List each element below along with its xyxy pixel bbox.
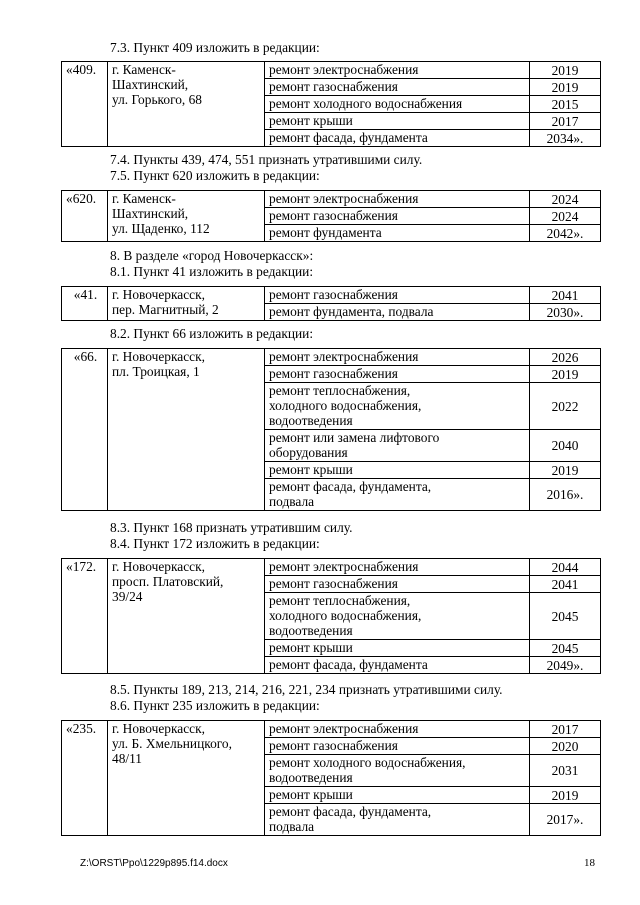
paragraph-8: 8. В разделе «город Новочеркасск»: — [110, 248, 314, 263]
item-number: «620. — [62, 191, 108, 242]
year-cell: 2041 — [530, 576, 601, 593]
year-cell: 2019 — [530, 787, 601, 804]
paragraph-8-6: 8.6. Пункт 235 изложить в редакции: — [110, 698, 320, 713]
year-cell: 2019 — [530, 366, 601, 383]
year-cell: 2019 — [530, 62, 601, 79]
item-number: «235. — [62, 721, 108, 836]
work-cell: ремонт электроснабжения — [265, 721, 530, 738]
work-cell: ремонт фасада, фундамента — [265, 130, 530, 147]
table-item-620 — [61, 190, 601, 242]
year-cell: 2024 — [530, 208, 601, 225]
work-cell: ремонт холодного водоснабжения, водоотведения — [265, 755, 530, 787]
work-cell: ремонт электроснабжения — [265, 349, 530, 366]
year-cell: 2044 — [530, 559, 601, 576]
work-cell: ремонт фундамента, подвала — [265, 304, 530, 321]
year-cell: 2041 — [530, 287, 601, 304]
table-item-66 — [61, 348, 601, 511]
item-number: «172. — [62, 559, 108, 674]
work-cell: ремонт теплоснабжения, холодного водоснабжения, водоотведения — [265, 383, 530, 430]
work-cell: ремонт фундамента — [265, 225, 530, 242]
work-cell: ремонт крыши — [265, 462, 530, 479]
year-cell: 2030». — [530, 304, 601, 321]
table-item-41 — [61, 286, 601, 321]
work-cell: ремонт крыши — [265, 640, 530, 657]
item-address: г. Новочеркасск, пер. Магнитный, 2 — [108, 287, 265, 321]
paragraph-7-5: 7.5. Пункт 620 изложить в редакции: — [110, 168, 320, 183]
work-cell: ремонт газоснабжения — [265, 576, 530, 593]
year-cell: 2034». — [530, 130, 601, 147]
year-cell: 2022 — [530, 383, 601, 430]
year-cell: 2017 — [530, 721, 601, 738]
year-cell: 2042». — [530, 225, 601, 242]
work-cell: ремонт фасада, фундамента — [265, 657, 530, 674]
work-cell: ремонт теплоснабжения, холодного водоснабжения, водоотведения — [265, 593, 530, 640]
table-item-409 — [61, 61, 601, 147]
item-address: г. Каменск- Шахтинский, ул. Горького, 68 — [108, 62, 265, 147]
work-cell: ремонт газоснабжения — [265, 366, 530, 383]
work-cell: ремонт электроснабжения — [265, 559, 530, 576]
work-cell: ремонт крыши — [265, 787, 530, 804]
paragraph-7-3: 7.3. Пункт 409 изложить в редакции: — [110, 40, 320, 55]
item-number: «66. — [62, 349, 108, 511]
footer-file-path: Z:\ORST\Ppo\1229p895.f14.docx — [80, 858, 228, 869]
work-cell: ремонт крыши — [265, 113, 530, 130]
year-cell: 2045 — [530, 640, 601, 657]
year-cell: 2040 — [530, 430, 601, 462]
item-address: г. Новочеркасск, пл. Троицкая, 1 — [108, 349, 265, 511]
table-item-172 — [61, 558, 601, 674]
work-cell: ремонт газоснабжения — [265, 208, 530, 225]
paragraph-8-1: 8.1. Пункт 41 изложить в редакции: — [110, 264, 314, 279]
year-cell: 2045 — [530, 593, 601, 640]
work-cell: ремонт холодного водоснабжения — [265, 96, 530, 113]
paragraph-8-2: 8.2. Пункт 66 изложить в редакции: — [110, 326, 314, 341]
work-cell: ремонт фасада, фундамента, подвала — [265, 479, 530, 511]
year-cell: 2049». — [530, 657, 601, 674]
work-cell: ремонт фасада, фундамента, подвала — [265, 804, 530, 836]
year-cell: 2031 — [530, 755, 601, 787]
paragraph-8-4: 8.4. Пункт 172 изложить в редакции: — [110, 536, 320, 551]
year-cell: 2017 — [530, 113, 601, 130]
work-cell: ремонт электроснабжения — [265, 62, 530, 79]
work-cell: ремонт газоснабжения — [265, 287, 530, 304]
item-address: г. Каменск- Шахтинский, ул. Щаденко, 112 — [108, 191, 265, 242]
table-item-235 — [61, 720, 601, 836]
paragraph-7-4: 7.4. Пункты 439, 474, 551 признать утратившими силу. — [110, 152, 423, 167]
year-cell: 2019 — [530, 79, 601, 96]
paragraph-8-5: 8.5. Пункты 189, 213, 214, 216, 221, 234 признать утратившими силу. — [110, 682, 503, 697]
item-number: «41. — [62, 287, 108, 321]
work-cell: ремонт газоснабжения — [265, 738, 530, 755]
page-number: 18 — [584, 857, 595, 869]
item-address: г. Новочеркасск, ул. Б. Хмельницкого, 48/11 — [108, 721, 265, 836]
year-cell: 2019 — [530, 462, 601, 479]
item-address: г. Новочеркасск, просп. Платовский, 39/24 — [108, 559, 265, 674]
year-cell: 2024 — [530, 191, 601, 208]
year-cell: 2016». — [530, 479, 601, 511]
paragraph-8-3: 8.3. Пункт 168 признать утратившим силу. — [110, 520, 353, 535]
year-cell: 2017». — [530, 804, 601, 836]
item-number: «409. — [62, 62, 108, 147]
year-cell: 2015 — [530, 96, 601, 113]
work-cell: ремонт электроснабжения — [265, 191, 530, 208]
year-cell: 2020 — [530, 738, 601, 755]
year-cell: 2026 — [530, 349, 601, 366]
work-cell: ремонт или замена лифтового оборудования — [265, 430, 530, 462]
work-cell: ремонт газоснабжения — [265, 79, 530, 96]
